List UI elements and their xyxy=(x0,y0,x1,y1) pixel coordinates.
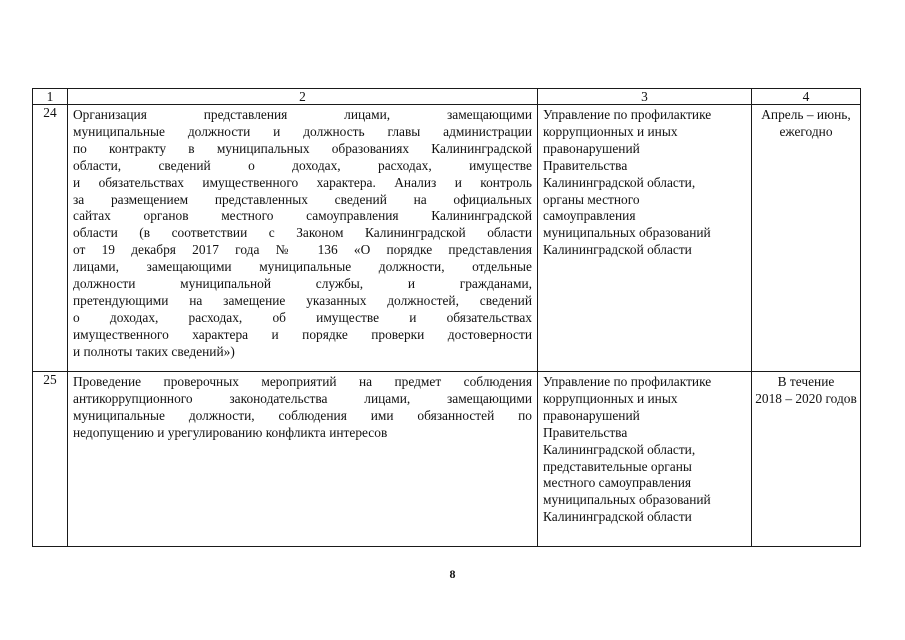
responsible-line: правонарушений xyxy=(543,140,640,156)
responsible-line: Правительства xyxy=(543,157,628,173)
description-line: антикоррупционного законодательства лицами, замещающими xyxy=(73,390,532,406)
column-header: 1 xyxy=(33,89,68,105)
description-line: муниципальные должности, соблюдения ими обязанностей по xyxy=(73,407,532,423)
description-line: по контракту в муниципальных образованиях Калининградской xyxy=(73,140,532,156)
responsible-executor xyxy=(538,105,752,372)
responsible-line: коррупционных и иных xyxy=(543,390,678,406)
responsible-line: Калининградской области, xyxy=(543,174,696,190)
description-line: Организация представления лицами, замещающими xyxy=(73,107,532,122)
measure-description xyxy=(68,105,538,372)
responsible-line: коррупционных и иных xyxy=(543,123,678,139)
description-line: сайтах органов местного самоуправления Калининградской xyxy=(73,208,532,224)
description-line: Проведение проверочных мероприятий на предмет соблюдения xyxy=(73,374,532,389)
description-line: недопущению и урегулированию конфликта интересов xyxy=(73,424,388,440)
column-header: 2 xyxy=(68,89,538,105)
measures-table xyxy=(32,88,861,547)
deadline-line: Апрель – июнь, xyxy=(761,107,851,122)
deadline-line: В течение xyxy=(777,374,835,389)
page-number: 8 xyxy=(449,567,456,581)
description-line: муниципальные должности и должность главы администрации xyxy=(73,123,532,139)
responsible-line: органы местного xyxy=(543,191,640,207)
responsible-line: Правительства xyxy=(543,424,628,440)
measure-description xyxy=(68,372,538,547)
column-header: 4 xyxy=(752,89,861,105)
deadline-line: 2018 – 2020 годов xyxy=(755,390,857,406)
description-line: области, сведений о доходах, расходах, имуществе xyxy=(73,157,532,173)
deadline xyxy=(752,372,861,547)
responsible-line: Управление по профилактике xyxy=(543,107,712,122)
responsible-line: муниципальных образований xyxy=(543,225,711,241)
responsible-line: муниципальных образований xyxy=(543,492,711,508)
row-number: 25 xyxy=(33,372,68,547)
table-row xyxy=(33,372,861,547)
column-header: 3 xyxy=(538,89,752,105)
description-line: о доходах, расходах, об имуществе и обязательствах xyxy=(73,309,532,325)
description-line: имущественного характера и порядке проверки достоверности xyxy=(73,326,532,342)
description-line: от 19 декабря 2017 года № 136 «О порядке представления xyxy=(73,242,532,258)
deadline xyxy=(752,105,861,372)
responsible-line: Калининградской области, xyxy=(543,441,696,457)
responsible-line: самоуправления xyxy=(543,208,636,224)
responsible-line: Калининградской области xyxy=(543,509,692,525)
table-header-row xyxy=(33,89,861,105)
description-line: претендующими на замещение указанных должностей, сведений xyxy=(73,292,532,308)
row-number: 24 xyxy=(33,105,68,372)
description-line: и обязательствах имущественного характера. Анализ и контроль xyxy=(73,174,532,190)
responsible-line: местного самоуправления xyxy=(543,475,692,491)
table-row xyxy=(33,105,861,372)
description-line: и полноты таких сведений») xyxy=(73,343,235,359)
responsible-line: Управление по профилактике xyxy=(543,374,712,389)
responsible-executor xyxy=(538,372,752,547)
responsible-line: правонарушений xyxy=(543,407,640,423)
description-line: лицами, замещающими муниципальные должности, отдельные xyxy=(73,259,532,275)
responsible-line: Калининградской области xyxy=(543,242,692,258)
description-line: за размещением представленных сведений на официальных xyxy=(73,191,532,207)
deadline-line: ежегодно xyxy=(779,123,833,139)
responsible-line: представительные органы xyxy=(543,458,692,474)
description-line: должности муниципальной службы, и гражданами, xyxy=(73,276,532,292)
description-line: области (в соответствии с Законом Калининградской области xyxy=(73,225,532,241)
